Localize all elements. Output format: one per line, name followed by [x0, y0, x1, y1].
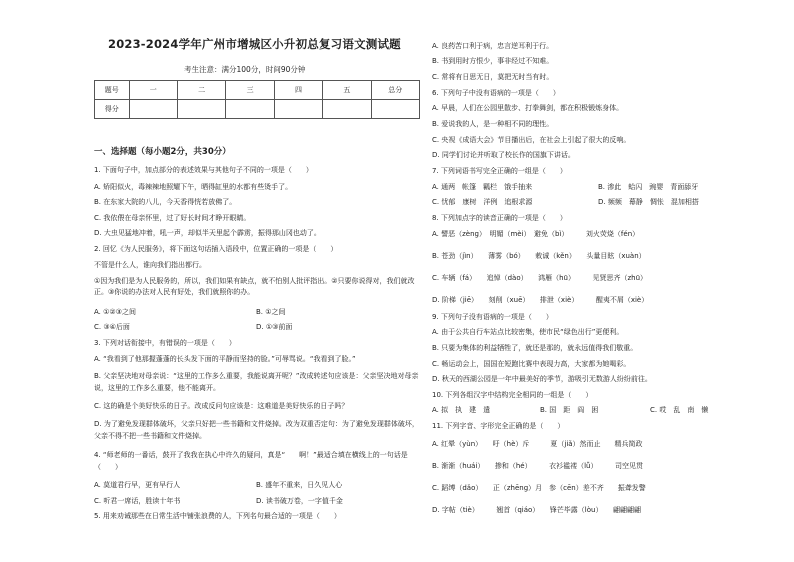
option-line: B. 爱说我的人，是一种相不同的理性。 [432, 120, 554, 128]
question-line: 5. 用来劝诫那些在日常生活中铺张浪费的人，下列名句最合适的一项是（ ） [94, 512, 341, 520]
option-line: B. 父亲坚决地对母亲说：“这里的工作多么重要，我能说离开呢？”改成转述句应该是：父亲坚决地对母亲说，这里的工作多么重要，他不能离开。 [94, 372, 419, 392]
option-line: D. 为了避免发现群体破坏，父亲只好把一些书籍和文件烧掉。改为双重否定句：为了避免发现群体破坏，父亲不得不把一些书籍和文件烧掉。 [94, 420, 419, 440]
option-line: D. 字帖（tiè） 翘首（qiáo） 锋芒毕露（lòu） 翩翩翩翩 [432, 506, 641, 514]
option-a: A. 拟 执 建 遣 [432, 406, 491, 414]
question-line: 9. 下列句子没有语病的一项是（ ） [432, 313, 553, 321]
option-line: B. 苍劲（jìn） 薄雾（bó） 敕诚（kěn） 头量目眩（xuàn） [432, 252, 646, 260]
option-line: C. 蹈缚（dǎo） 正（zhēng）月 参（cēn）差不齐 振聋发警 [432, 484, 646, 492]
option-b: B. 国 距 阎 困 [540, 406, 599, 414]
option-line: D. 大虫见猛地冲着，吼一声，却似半天里起个霹雳，振得那山冈也动了。 [94, 229, 321, 237]
option-line: D. 同学们讨论并听取了校长作的国旗下讲话。 [432, 151, 575, 159]
option-a: A. 莫道君行早，更有早行人 [94, 481, 181, 489]
option-b: B. 渗此 蛤闪 豌婴 青面舔牙 [598, 183, 699, 191]
score-cell[interactable] [274, 100, 322, 119]
score-cell[interactable] [371, 100, 419, 119]
exam-title: 2023-2024学年广州市增城区小升初总复习语文测试题 [108, 37, 401, 51]
option-line: C. 这的确是个美好快乐的日子。改成反问句应该是：这难道是美好快乐的日子吗？ [94, 402, 349, 410]
option-a: A. 通两 帐篷 瓤栏 饿手抽来 [432, 183, 533, 191]
section-heading: 一、选择题（每小题2分，共30分） [94, 147, 231, 157]
passage-text: ①因为我们是为人民服务的，所以，我们如果有缺点，就不怕别人批评指出。②只要你说得对，我们就改正。③你说的办法对人民有好处，我们就照你的办。 [94, 277, 415, 296]
score-cell[interactable] [323, 100, 371, 119]
score-header-cell: 三 [226, 81, 274, 100]
option-d: D. 频频 幕静 惆怅 混加相搭 [598, 198, 699, 206]
score-table-score-row [95, 100, 420, 119]
option-c: C. 哎 乱 南 懒 [650, 406, 709, 414]
score-header-cell: 题号 [95, 81, 130, 100]
option-d: D. 读书破万卷，一字值千金 [256, 497, 343, 505]
score-header-cell: 总分 [371, 81, 419, 100]
option-line: D. 阶梯（jiē） 刻削（xuē） 排泄（xiè） 醒夷不屑（xiè） [432, 296, 649, 304]
question-line: 10. 下列各组汉字中结构完全相同的一组是（ ） [432, 391, 593, 399]
score-table [94, 80, 420, 119]
option-line: B. 在东家大院的八儿，今天香得恍若放佛了。 [94, 198, 237, 206]
option-c: C. ③④后面 [94, 323, 130, 331]
question-line: 2. 回忆《为人民服务》，将下面这句话插入语段中，位置正确的一项是（ ） [94, 245, 338, 253]
option-line: C. 车辆（fá） 追悼（dào） 鸿雁（hū） 见贤思齐（zhū） [432, 274, 648, 282]
question-line: 8. 下列加点字的读音正确的一项是（ ） [432, 214, 567, 222]
option-c: C. 忧郁 康树 洋例 追根求源 [432, 198, 533, 206]
question-line: 11. 下列字音、字形完全正确的是（ ） [432, 422, 565, 430]
option-line: B. 书到用时方恨少，事非经过不知难。 [432, 57, 554, 65]
option-line: A. 譬恶（zèng） 明媚（mèi） 避免（bì） 刘火荧烧（fén） [432, 230, 640, 238]
option-line: C. 央视《成语大会》节目播出后，在社会上引起了很大的反响。 [432, 136, 631, 144]
score-cell[interactable] [226, 100, 274, 119]
score-header-cell: 五 [323, 81, 371, 100]
option-line: B. 只要为集体的利益牺牲了，就还是那的，就永远值得我们敬重。 [432, 344, 638, 352]
score-cell[interactable] [129, 100, 177, 119]
question-line: 1. 下面句子中，加点部分的表述效果与其他句子不同的一项是（ ） [94, 166, 313, 174]
option-line: A. 良药苦口利于病，忠言逆耳利于行。 [432, 42, 554, 50]
option-a: A. ①②③之间 [94, 308, 136, 316]
option-line: A. 由于公共自行车站点比较密集，使市民“绿色出行”更便利。 [432, 328, 624, 336]
option-line: A. 早晨，人们在公园里散步、打拳舞剑，都在积极锻炼身体。 [432, 104, 624, 112]
option-line: C. 畅运动会上，国国在短跑比赛中表现力高，大家都为她喝彩。 [432, 360, 631, 368]
score-table-header-row [95, 81, 420, 100]
question-line: 7. 下列词语书写完全正确的一组是（ ） [432, 167, 567, 175]
question-line: 3. 下列对话衔接中，有错误的一项是（ ） [94, 339, 236, 347]
option-d: D. ①③前面 [256, 323, 293, 331]
option-b: B. ①之间 [256, 308, 286, 316]
option-line: C. 我依偎在母亲怀里，过了好长时间才睁开眼睛。 [94, 214, 251, 222]
question-line: 不管是什么人，谁向我们指出都行。 [94, 261, 206, 269]
option-line: A. 矫阳似火，毒辣辣地照耀下午，晒得缸里的水都有些烫手了。 [94, 183, 293, 191]
score-header-cell: 二 [177, 81, 225, 100]
option-line: C. 常将有日思无日，莫把无时当有时。 [432, 73, 554, 81]
score-header-cell: 四 [274, 81, 322, 100]
option-b: B. 盛年不重来，日久见人心 [256, 481, 343, 489]
score-row-label: 得分 [95, 100, 130, 119]
score-header-cell: 一 [129, 81, 177, 100]
question-line: 6. 下列句子中没有语病的一项是（ ） [432, 89, 560, 97]
option-line: B. 渐渐（huái） 掺和（hé） 衣衫褴褛（lǚ） 司空见贯 [432, 462, 643, 470]
score-cell[interactable] [177, 100, 225, 119]
option-line: A. “我看到了他那握蓬蓬的长头发下面的平静而坚持的脸。”可辱骂说。“我看到了脸。” [94, 355, 356, 363]
question-line: 4. “师老师的一番话，鼓开了我我在执心中许久的疑问，真是“ 啊！”最适合填在横线上的一句话是（ ） [94, 451, 408, 471]
option-c: C. 听君一席话，胜读十年书 [94, 497, 181, 505]
option-line: D. 秋天的西湖公园是一年中最美好的季节，游吸引无数游人纷纷前往。 [432, 375, 652, 383]
exam-note: 考生注意：满分100分，时间90分钟 [184, 65, 306, 74]
option-line: A. 红晕（yùn） 吁（hè）斥 夏（jiǎ）然而止 精兵简政 [432, 440, 643, 448]
